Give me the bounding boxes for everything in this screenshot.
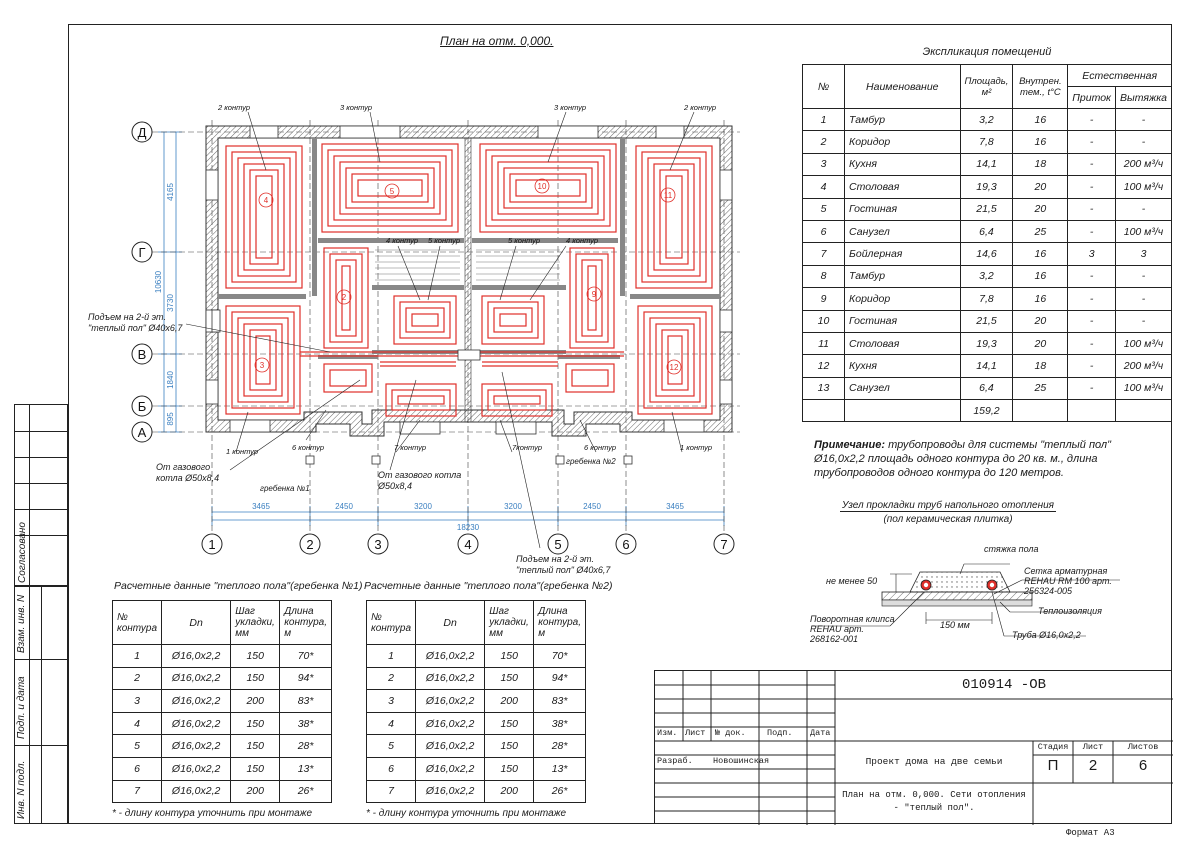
calc1-cell: 26* (280, 780, 332, 803)
calc2-title: Расчетные данные "теплого пола"(гребенка №2) (364, 580, 613, 592)
explication-cell: 10 (803, 310, 845, 332)
calc2-cell: 150 (485, 735, 534, 758)
calc1-head-step: Шаг укладки, мм (231, 601, 280, 645)
explication-cell: Коридор (845, 288, 960, 310)
calc2-table (366, 600, 586, 803)
calc1-cell: Ø16,0x2,2 (162, 645, 231, 668)
dim-x: 3200 (504, 502, 522, 511)
stamp-sheets-label: Листов (1127, 742, 1159, 752)
explication-cell: - (1068, 131, 1116, 153)
col-no: № (803, 65, 845, 109)
explication-cell: 20 (1013, 332, 1068, 354)
boiler2-label: От газового котла Ø50x8,4 (378, 470, 462, 491)
explication-cell: Столовая (845, 176, 960, 198)
calc1-row (113, 712, 332, 735)
dim-x: 3200 (414, 502, 432, 511)
explication-cell: - (1116, 288, 1172, 310)
calc2-cell: 38* (534, 712, 586, 735)
calc2-head-dn: Dn (416, 601, 485, 645)
calc1-cell: 150 (231, 757, 280, 780)
calc2-cell: 150 (485, 712, 534, 735)
col-vent: Естественная (1068, 65, 1172, 87)
col-name: Наименование (845, 65, 960, 109)
calc1-cell: 2 (113, 667, 162, 690)
calc2-row (367, 735, 586, 758)
explication-cell: 3,2 (960, 265, 1013, 287)
explication-cell: - (1068, 288, 1116, 310)
explication-row (803, 355, 1172, 377)
explication-cell: 16 (1013, 288, 1068, 310)
calc1-cell: 150 (231, 712, 280, 735)
contour-label: 7 контур (394, 443, 427, 452)
explication-row (803, 332, 1172, 354)
dimension-lines (158, 132, 724, 526)
calc2-cell: 3 (367, 690, 416, 713)
calc1-table (112, 600, 332, 803)
explication-cell: 16 (1013, 109, 1068, 131)
contour-label: 6 контур (584, 443, 617, 452)
explication-cell: - (1068, 176, 1116, 198)
explication-cell: 19,3 (960, 176, 1013, 198)
axis-label-y: Д (137, 125, 147, 140)
calc2-cell: 150 (485, 667, 534, 690)
calc2-cell: 26* (534, 780, 586, 803)
dim-x: 2450 (335, 502, 353, 511)
calc1-cell: 150 (231, 645, 280, 668)
contour-label: 1 контур (226, 447, 259, 456)
explication-cell: - (1116, 109, 1172, 131)
stamp-stage-label: Стадия (1037, 742, 1069, 752)
stamp-sheets: 6 (1138, 757, 1148, 774)
explication-cell: 12 (803, 355, 845, 377)
side-inv-orig: Инв. N подл. (16, 760, 27, 819)
stamp-sheet-label: Лист (1082, 742, 1104, 752)
calc1-cell: 7 (113, 780, 162, 803)
calc1-footnote: * - длину контура уточнить при монтаже (112, 808, 313, 819)
title-block (654, 670, 1172, 824)
calc1-cell: 150 (231, 667, 280, 690)
floor-plan (0, 0, 800, 600)
explication-cell: 4 (803, 176, 845, 198)
explication-cell: 18 (1013, 355, 1068, 377)
calc2-head-no: № контура (367, 601, 416, 645)
contour-label: 2 контур (684, 103, 717, 112)
dim-y: 895 (166, 412, 175, 426)
side-agreed-label: Согласовано (17, 522, 28, 583)
boiler1-label: От газового котла Ø50x8,4 (156, 462, 220, 483)
explication-row (803, 243, 1172, 265)
explication-cell: 6 (803, 220, 845, 242)
explication-table (802, 64, 1172, 422)
stamp-date: Дата (810, 728, 831, 738)
dim-x: 3465 (252, 502, 270, 511)
explication-cell: 13 (803, 377, 845, 399)
stamp-sheet-title: План на отм. 0,000. Сети отопления - "теплый пол". (842, 790, 1026, 813)
dim-y: 4165 (166, 183, 175, 201)
room-number: 2 (341, 293, 347, 302)
stamp-sign: Подп. (767, 728, 793, 738)
note-text: трубопроводы для системы "теплый пол" Ø16,0x2,2 площадь одного контура до 20 кв. м., длина трубопроводов одного контура до 120 метров. (814, 439, 1111, 479)
explication-cell: - (1116, 265, 1172, 287)
explication-cell: Санузел (845, 377, 960, 399)
calc1-cell: 1 (113, 645, 162, 668)
calc2-cell: 13* (534, 757, 586, 780)
explication-cell: 20 (1013, 310, 1068, 332)
calc2-head-step: Шаг укладки, мм (485, 601, 534, 645)
explication-cell: 1 (803, 109, 845, 131)
format-label: Формат А3 (1066, 828, 1115, 838)
side-inv-replace: Взам. инв. N (16, 594, 27, 653)
explication-cell: 14,1 (960, 153, 1013, 175)
col-temp: Внутрен. тем., t°C (1013, 65, 1068, 109)
room-number: 11 (663, 191, 673, 200)
calc2-cell: 150 (485, 645, 534, 668)
calc1-cell: 94* (280, 667, 332, 690)
explication-cell: 9 (803, 288, 845, 310)
explication-cell: 100 м³/ч (1116, 220, 1172, 242)
explication-cell: 14,1 (960, 355, 1013, 377)
dim-x: 2450 (583, 502, 601, 511)
detail-subtitle: (пол керамическая плитка) (883, 514, 1013, 525)
col-supply: Приток (1068, 87, 1116, 109)
detail-clip: Поворотная клипса REHAU арт. 268162-001 (810, 614, 895, 644)
calc2-cell: Ø16,0x2,2 (416, 780, 485, 803)
explication-cell: 7,8 (960, 131, 1013, 153)
explication-cell: 6,4 (960, 377, 1013, 399)
contour-label: 5 контур (508, 236, 541, 245)
axis-label-y: А (137, 425, 147, 440)
room-number: 3 (259, 361, 265, 370)
calc2-cell: 5 (367, 735, 416, 758)
explication-row (803, 153, 1172, 175)
contour-label: 4 контур (566, 236, 599, 245)
calc2-cell: Ø16,0x2,2 (416, 690, 485, 713)
stamp-list: Лист (685, 728, 706, 738)
manifold1-label: гребенка №1 (260, 484, 310, 493)
calc1-cell: 200 (231, 690, 280, 713)
axis-label-y: Б (137, 399, 147, 414)
contour-label: 2 контур (218, 103, 251, 112)
calc1-cell: 150 (231, 735, 280, 758)
calc1-cell: 13* (280, 757, 332, 780)
explication-cell: - (1068, 198, 1116, 220)
calc2-cell: 1 (367, 645, 416, 668)
axis-label-x: 6 (622, 537, 630, 552)
calc1-head-len: Длина контура, м (280, 601, 332, 645)
explication-cell: - (1068, 220, 1116, 242)
contour-label: 6 контур (292, 443, 325, 452)
calc1-cell: Ø16,0x2,2 (162, 780, 231, 803)
explication-cell: 20 (1013, 198, 1068, 220)
explication-cell: Тамбур (845, 109, 960, 131)
dim-total-x: 18230 (456, 523, 480, 532)
explication-cell: - (1116, 131, 1172, 153)
stamp-izm: Изм. (657, 728, 678, 738)
calc1-cell: Ø16,0x2,2 (162, 757, 231, 780)
explication-cell: - (1116, 198, 1172, 220)
stamp-razrab: Разраб. (657, 756, 693, 766)
explication-row (803, 109, 1172, 131)
explication-cell: 2 (803, 131, 845, 153)
col-exhaust: Вытяжка (1116, 87, 1172, 109)
axis-label-x: 1 (208, 537, 216, 552)
axis-label-x: 5 (554, 537, 562, 552)
explication-cell: - (1068, 265, 1116, 287)
stamp-project: Проект дома на две семьи (865, 756, 1003, 767)
calc2-cell: 94* (534, 667, 586, 690)
explication-cell: Столовая (845, 332, 960, 354)
detail-step: 150 мм (940, 620, 970, 630)
explication-row (803, 310, 1172, 332)
explication-cell: 3,2 (960, 109, 1013, 131)
explication-row (803, 131, 1172, 153)
contour-label: 1 контур (680, 443, 713, 452)
detail-pipe: Труба Ø16,0x2,2 (1012, 630, 1081, 640)
contour-label: 3 контур (340, 103, 373, 112)
room-number: 5 (389, 187, 395, 196)
calc1-row (113, 757, 332, 780)
calc2-cell: 70* (534, 645, 586, 668)
side-stamp-box (14, 586, 68, 824)
calc1-cell: Ø16,0x2,2 (162, 667, 231, 690)
explication-cell: 200 м³/ч (1116, 153, 1172, 175)
calc2-row (367, 712, 586, 735)
room-number: 10 (537, 182, 547, 191)
explication-cell: 25 (1013, 220, 1068, 242)
note (814, 438, 1164, 480)
explication-row (803, 220, 1172, 242)
explication-cell: 200 м³/ч (1116, 355, 1172, 377)
explication-cell: Тамбур (845, 265, 960, 287)
calc2-cell: 28* (534, 735, 586, 758)
calc1-cell: Ø16,0x2,2 (162, 690, 231, 713)
contour-label: 7контур (512, 443, 543, 452)
calc2-cell: 150 (485, 757, 534, 780)
stamp-stage: П (1047, 757, 1059, 774)
axis-label-y: В (137, 347, 147, 362)
detail-min: не менее 50 (826, 576, 878, 586)
explication-cell: 16 (1013, 131, 1068, 153)
explication-cell: 16 (1013, 243, 1068, 265)
explication-row (803, 377, 1172, 399)
explication-cell: 100 м³/ч (1116, 332, 1172, 354)
calc2-cell: 2 (367, 667, 416, 690)
explication-cell: Санузел (845, 220, 960, 242)
explication-cell: Гостиная (845, 310, 960, 332)
calc2-row (367, 667, 586, 690)
explication-cell: 5 (803, 198, 845, 220)
calc2-row (367, 757, 586, 780)
explication-cell: - (1068, 377, 1116, 399)
explication-row (803, 176, 1172, 198)
dim-x: 3465 (666, 502, 684, 511)
total-area: 159,2 (960, 400, 1013, 422)
explication-cell: 20 (1013, 176, 1068, 198)
calc1-cell: Ø16,0x2,2 (162, 712, 231, 735)
manifold2-label: гребенка №2 (566, 457, 616, 466)
room-number: 12 (669, 363, 679, 372)
riser1-label: Подъем на 2-й эт. "теплый пол" Ø40x6,7 (88, 312, 183, 333)
axis-label-x: 4 (464, 537, 472, 552)
contour-label: 5 контур (428, 236, 461, 245)
explication-cell: 21,5 (960, 310, 1013, 332)
explication-cell: 3 (1116, 243, 1172, 265)
calc2-cell: 7 (367, 780, 416, 803)
explication-cell: 6,4 (960, 220, 1013, 242)
explication-cell: 21,5 (960, 198, 1013, 220)
note-label: Примечание: (814, 439, 886, 451)
dim-y: 3730 (166, 294, 175, 312)
explication-title: Экспликация помещений (922, 46, 1052, 58)
explication-row (803, 198, 1172, 220)
explication-row (803, 288, 1172, 310)
calc1-cell: 3 (113, 690, 162, 713)
stamp-doc: № док. (715, 728, 746, 738)
calc1-cell: 5 (113, 735, 162, 758)
calc2-cell: 6 (367, 757, 416, 780)
walls (206, 126, 732, 436)
explication-cell: 25 (1013, 377, 1068, 399)
axis-label-y: Г (138, 245, 146, 260)
axis-label-x: 7 (720, 537, 728, 552)
calc2-cell: Ø16,0x2,2 (416, 667, 485, 690)
room-number: 4 (263, 196, 269, 205)
stamp-sheet: 2 (1088, 757, 1098, 774)
explication-cell: - (1068, 332, 1116, 354)
calc1-cell: Ø16,0x2,2 (162, 735, 231, 758)
detail-screed: стяжка пола (984, 544, 1039, 554)
riser2-label: Подъем на 2-й эт. "теплый пол" Ø40x6,7 (516, 554, 611, 575)
contour-label: 3 контур (554, 103, 587, 112)
explication-row (803, 265, 1172, 287)
calc1-cell: 70* (280, 645, 332, 668)
stamp-author: Новошинская (713, 756, 770, 766)
room-number: 9 (591, 290, 597, 299)
explication-cell: 100 м³/ч (1116, 176, 1172, 198)
explication-cell: 100 м³/ч (1116, 377, 1172, 399)
axis-label-x: 2 (306, 537, 314, 552)
calc1-cell: 83* (280, 690, 332, 713)
calc1-title: Расчетные данные "теплого пола"(гребенка №1) (114, 580, 363, 592)
detail-mesh: Сетка арматурная REHAU RM 100 арт. 256324-005 (1024, 566, 1112, 596)
calc2-cell: Ø16,0x2,2 (416, 645, 485, 668)
calc1-row (113, 735, 332, 758)
calc2-row (367, 645, 586, 668)
calc1-cell: 28* (280, 735, 332, 758)
calc2-cell: 200 (485, 690, 534, 713)
explication-cell: 8 (803, 265, 845, 287)
explication-cell: 14,6 (960, 243, 1013, 265)
plan-title: План на отм. 0,000. (440, 34, 554, 48)
calc1-row (113, 667, 332, 690)
explication-cell: 18 (1013, 153, 1068, 175)
calc2-cell: 4 (367, 712, 416, 735)
dim-y: 1840 (166, 371, 175, 389)
dim-total-y: 10630 (154, 270, 163, 294)
explication-cell: - (1068, 153, 1116, 175)
calc2-cell: Ø16,0x2,2 (416, 712, 485, 735)
explication-cell: - (1068, 109, 1116, 131)
calc1-head-dn: Dn (162, 601, 231, 645)
explication-cell: 16 (1013, 265, 1068, 287)
calc2-cell: Ø16,0x2,2 (416, 757, 485, 780)
axis-label-x: 3 (374, 537, 382, 552)
explication-cell: Бойлерная (845, 243, 960, 265)
explication-cell: Кухня (845, 153, 960, 175)
doc-code: 010914 -ОВ (961, 677, 1046, 693)
explication-cell: 3 (1068, 243, 1116, 265)
explication-cell: Гостиная (845, 198, 960, 220)
calc2-cell: 200 (485, 780, 534, 803)
calc1-cell: 4 (113, 712, 162, 735)
explication-cell: 3 (803, 153, 845, 175)
calc1-row (113, 690, 332, 713)
calc1-head-no: № контура (113, 601, 162, 645)
explication-cell: - (1068, 355, 1116, 377)
explication-cell: Коридор (845, 131, 960, 153)
detail-title: Узел прокладки труб напольного отопления (841, 500, 1055, 511)
explication-cell: - (1116, 310, 1172, 332)
calc2-cell: Ø16,0x2,2 (416, 735, 485, 758)
side-sign-date: Подп. и дата (16, 676, 27, 739)
calc1-cell: 38* (280, 712, 332, 735)
calc2-footnote: * - длину контура уточнить при монтаже (366, 808, 567, 819)
explication-cell: 11 (803, 332, 845, 354)
detail-insulation: Теплоизоляция (1038, 606, 1102, 616)
explication-cell: 7 (803, 243, 845, 265)
calc2-row (367, 780, 586, 803)
calc1-row (113, 780, 332, 803)
calc2-head-len: Длина контура, м (534, 601, 586, 645)
explication-cell: Кухня (845, 355, 960, 377)
calc1-cell: 6 (113, 757, 162, 780)
explication-cell: 7,8 (960, 288, 1013, 310)
calc2-row (367, 690, 586, 713)
col-area: Площадь, м² (960, 65, 1013, 109)
calc1-cell: 200 (231, 780, 280, 803)
explication-cell: - (1068, 310, 1116, 332)
contour-label: 4 контур (386, 236, 419, 245)
calc2-cell: 83* (534, 690, 586, 713)
calc1-row (113, 645, 332, 668)
manifolds (212, 310, 632, 464)
explication-cell: 19,3 (960, 332, 1013, 354)
